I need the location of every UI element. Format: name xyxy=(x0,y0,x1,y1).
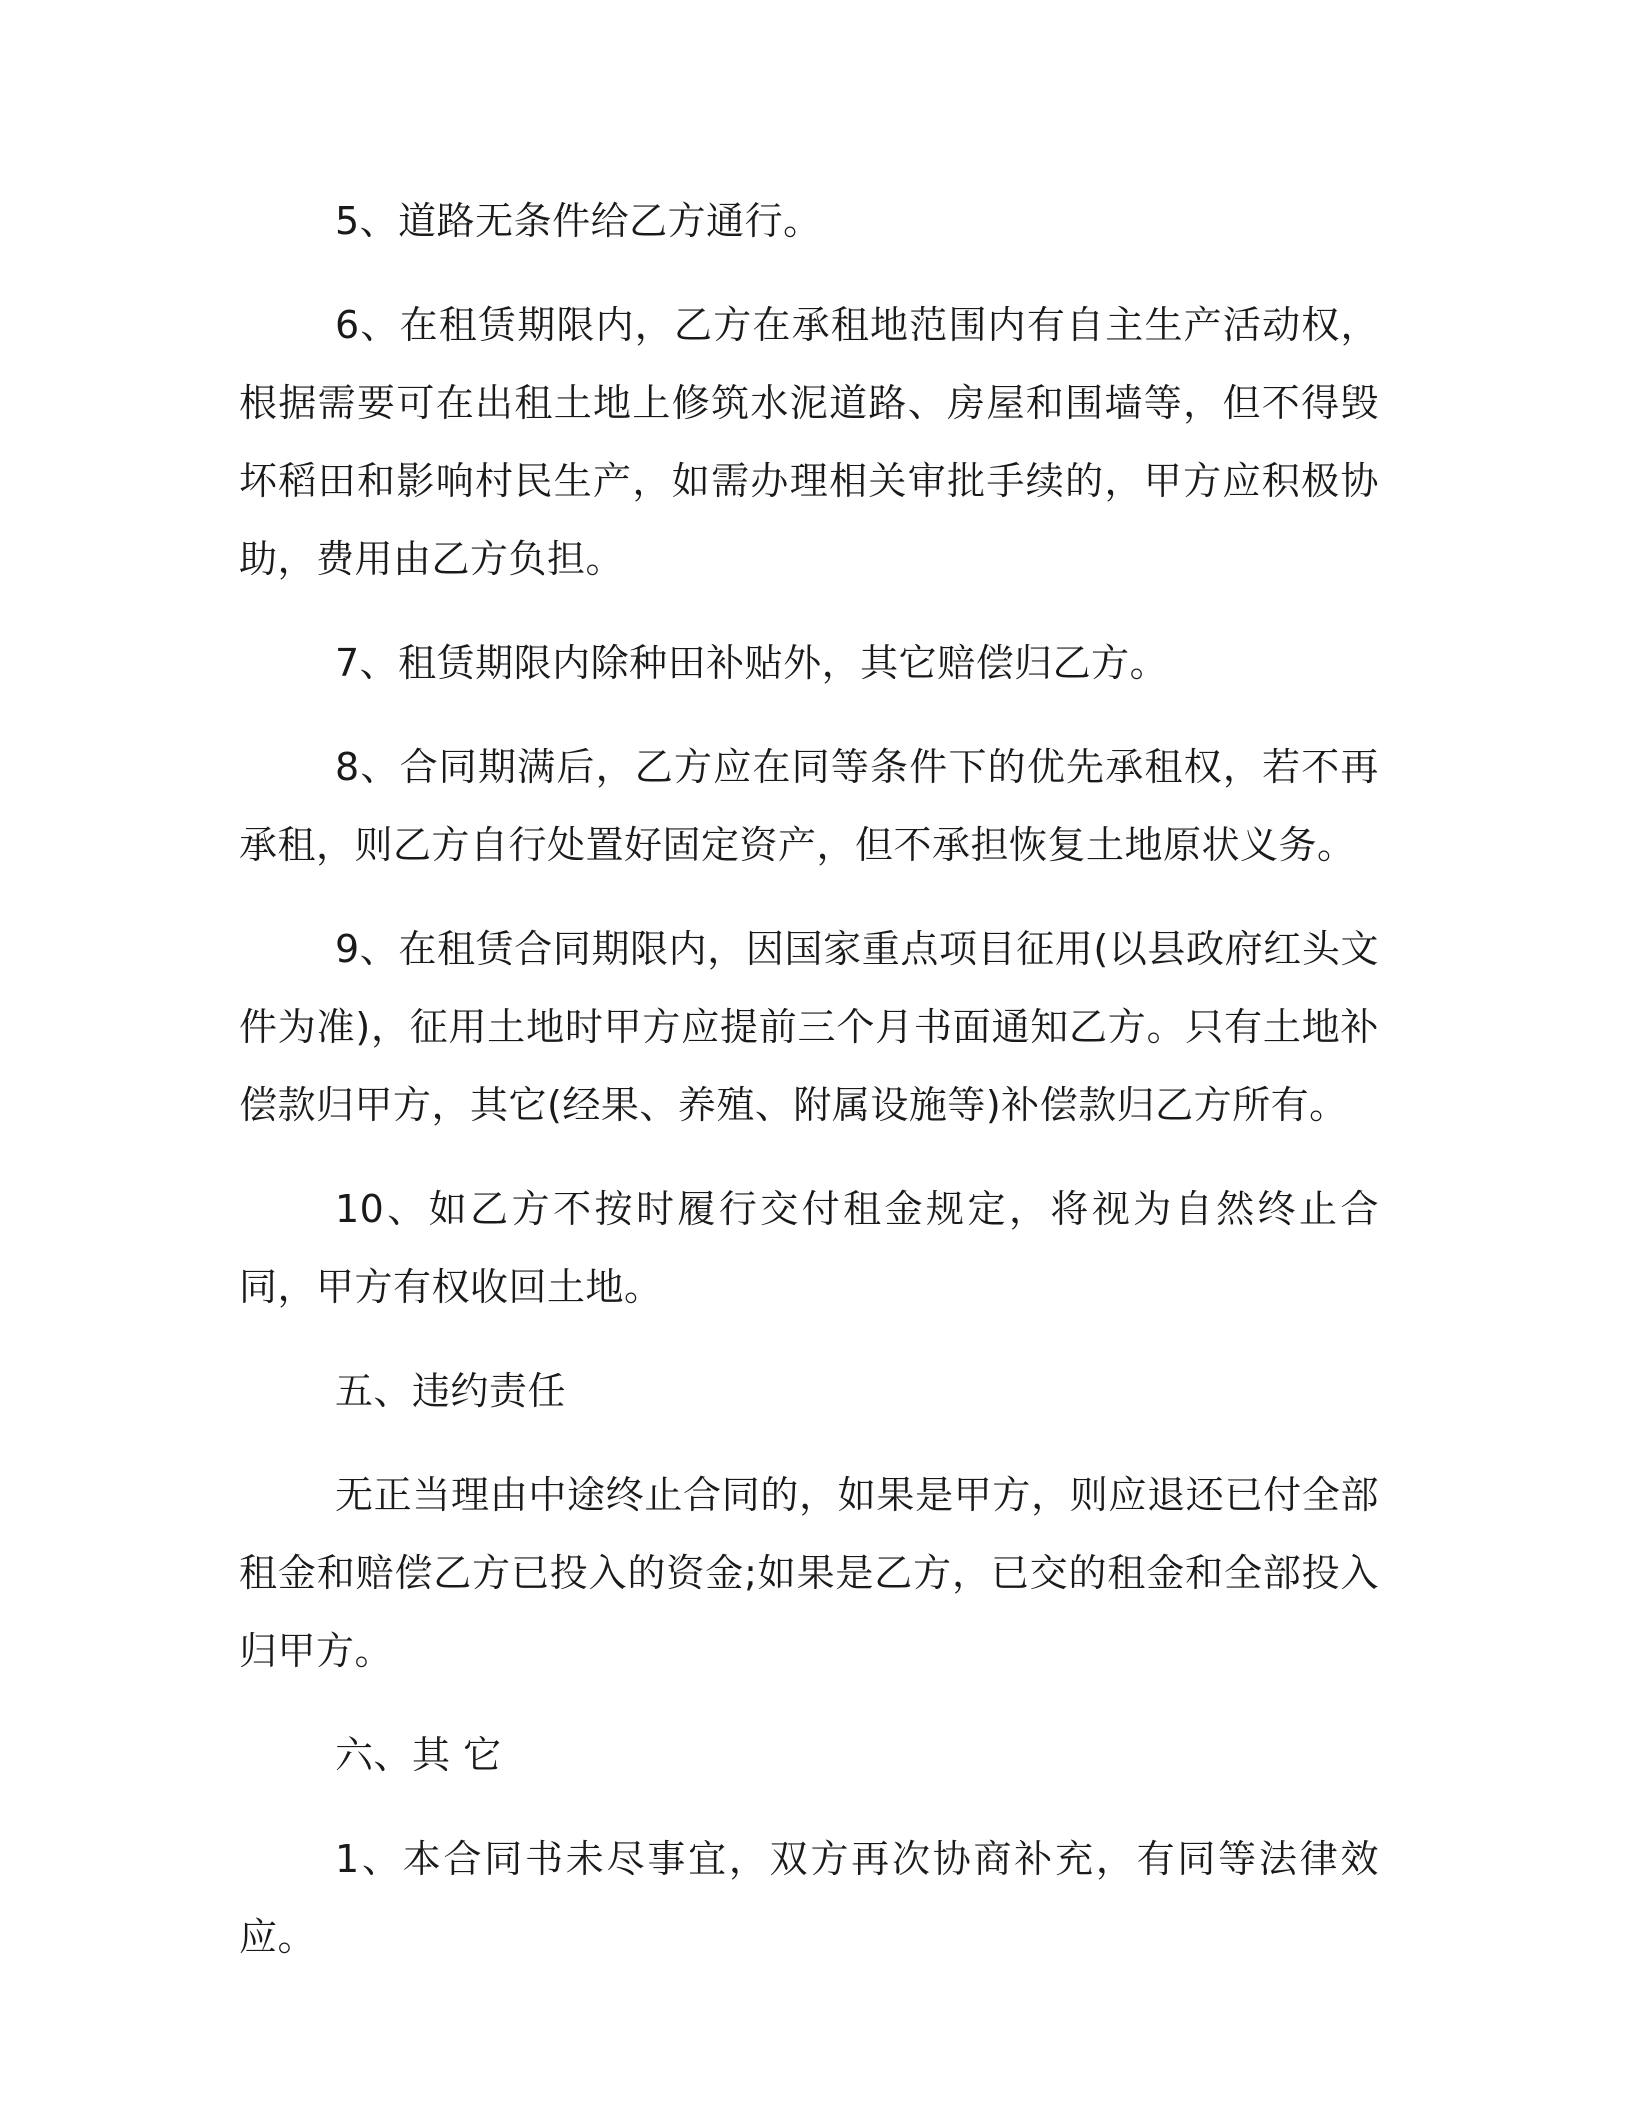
clause-6: 6、在租赁期限内，乙方在承租地范围内有自主生产活动权，根据需要可在出租土地上修筑水泥道路、房屋和围墙等，但不得毁坏稻田和影响村民生产，如需办理相关审批手续的，甲方应积极协助，费用由乙方负担。 xyxy=(239,303,1379,581)
clause-8: 8、合同期满后，乙方应在同等条件下的优先承租权，若不再承租，则乙方自行处置好固定资产，但不承担恢复土地原状义务。 xyxy=(239,745,1379,867)
section-heading-other: 六、其 它 xyxy=(335,1733,502,1777)
clause-5: 5、道路无条件给乙方通行。 xyxy=(335,199,822,243)
clause-9: 9、在租赁合同期限内，因国家重点项目征用(以县政府红头文件为准)，征用土地时甲方应提前三个月书面通知乙方。只有土地补偿款归甲方，其它(经果、养殖、附属设施等)补偿款归乙方所有。 xyxy=(239,927,1379,1127)
clause-10: 10、如乙方不按时履行交付租金规定，将视为自然终止合同，甲方有权收回土地。 xyxy=(239,1187,1379,1309)
breach-liability-text: 无正当理由中途终止合同的，如果是甲方，则应退还已付全部租金和赔偿乙方已投入的资金;如果是乙方，已交的租金和全部投入归甲方。 xyxy=(239,1473,1379,1673)
section-heading-breach: 五、违约责任 xyxy=(335,1369,567,1413)
document-body xyxy=(239,182,1379,1976)
other-clause-1: 1、本合同书未尽事宜，双方再次协商补充，有同等法律效应。 xyxy=(239,1837,1379,1959)
clause-7: 7、租赁期限内除种田补贴外，其它赔偿归乙方。 xyxy=(335,641,1169,685)
